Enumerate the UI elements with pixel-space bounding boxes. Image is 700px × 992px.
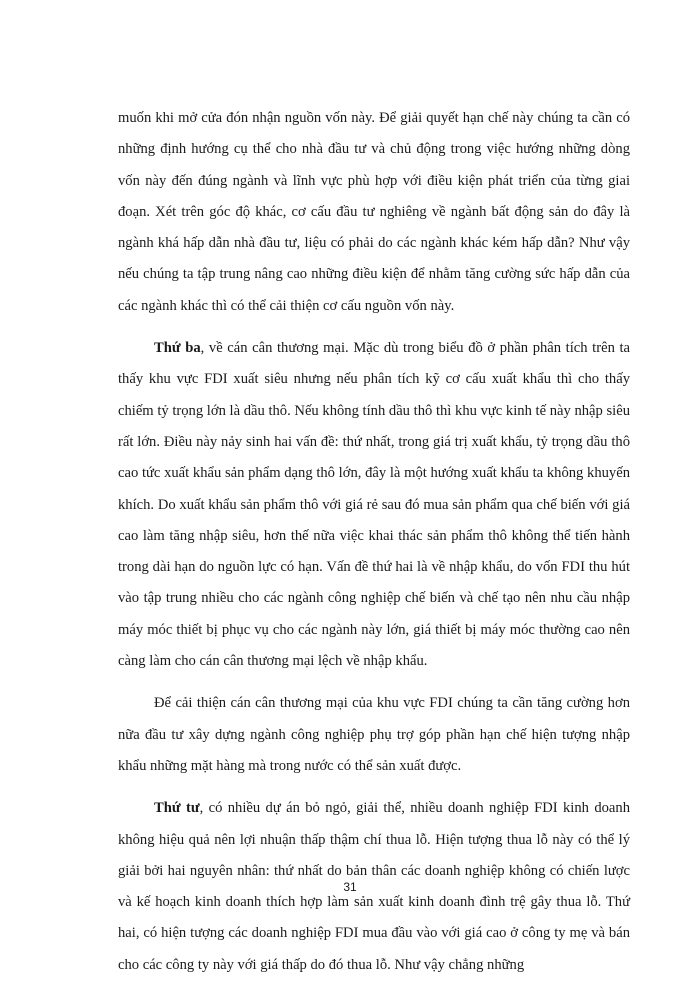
paragraph-text: Để cải thiện cán cân thương mại của khu vực FDI chúng ta cần tăng cường hơn nữa đầu tư xây dựng ngành công nghiệp phụ trợ góp phần hạn chế hiện tượng nhập khẩu những mặt hàng mà trong nước có thể sản xuất được. <box>118 695 630 774</box>
paragraph-lead: Thứ tư <box>154 800 200 817</box>
paragraph-lead: Thứ ba <box>154 340 201 357</box>
page-body <box>118 103 630 992</box>
paragraph-continuation <box>118 103 630 322</box>
paragraph-trade-balance <box>118 333 630 677</box>
paragraph-text: , có nhiều dự án bỏ ngỏ, giải thể, nhiều doanh nghiệp FDI kinh doanh không hiệu quả nên lợi nhuận thấp thậm chí thua lỗ. Hiện tượng thua lỗ này có thể lý giải bởi hai nguyên nhân: thứ nhất do bản thân các doanh nghiệp không có chiến lược và kế hoạch kinh doanh thích hợp làm sản xuất kinh doanh đình trệ gây thua lỗ. Thứ hai, có hiện tượng các doanh nghiệp FDI mua đầu vào với giá cao ở công ty mẹ và bán cho các công ty này với giá thấp do đó thua lỗ. Như vậy chẳng những <box>118 800 630 973</box>
paragraph-text: muốn khi mở cửa đón nhận nguồn vốn này. Để giải quyết hạn chế này chúng ta cần có những định hướng cụ thể cho nhà đầu tư và chủ động trong việc hướng những dòng vốn này đến đúng ngành và lĩnh vực phù hợp với điều kiện phát triển của từng giai đoạn. Xét trên góc độ khác, cơ cấu đầu tư nghiêng về ngành bất động sản do đây là ngành khá hấp dẫn nhà đầu tư, liệu có phải do các ngành khác kém hấp dẫn? Như vậy nếu chúng ta tập trung nâng cao những điều kiện để nhằm tăng cường sức hấp dẫn của các ngành khác thì có thể cải thiện cơ cấu nguồn vốn này. <box>118 110 630 314</box>
paragraph-improve-trade <box>118 688 630 782</box>
paragraph-text: , về cán cân thương mại. Mặc dù trong biểu đồ ở phần phân tích trên ta thấy khu vực FDI xuất siêu nhưng nếu phân tích kỹ cơ cấu xuất khẩu thì cho thấy chiếm tỷ trọng lớn là dầu thô. Nếu không tính dầu thô thì khu vực kinh tế này nhập siêu rất lớn. Điều này nảy sinh hai vấn đề: thứ nhất, trong giá trị xuất khẩu, tỷ trọng dầu thô cao tức xuất khẩu sản phẩm dạng thô lớn, đây là một hướng xuất khẩu ta không khuyến khích. Do xuất khẩu sản phẩm thô với giá rẻ sau đó mua sản phẩm qua chế biến với giá cao làm tăng nhập siêu, hơn thế nữa việc khai thác sản phẩm thô không thể tiến hành trong dài hạn do nguồn lực có hạn. Vấn đề thứ hai là về nhập khẩu, do vốn FDI thu hút vào tập trung nhiều cho các ngành công nghiệp chế biến và chế tạo nên nhu cầu nhập máy móc thiết bị phục vụ cho các ngành này lớn, giá thiết bị máy móc thường cao nên càng làm cho cán cân thương mại lệch về nhập khẩu. <box>118 340 631 670</box>
page-number: 31 <box>343 880 357 894</box>
